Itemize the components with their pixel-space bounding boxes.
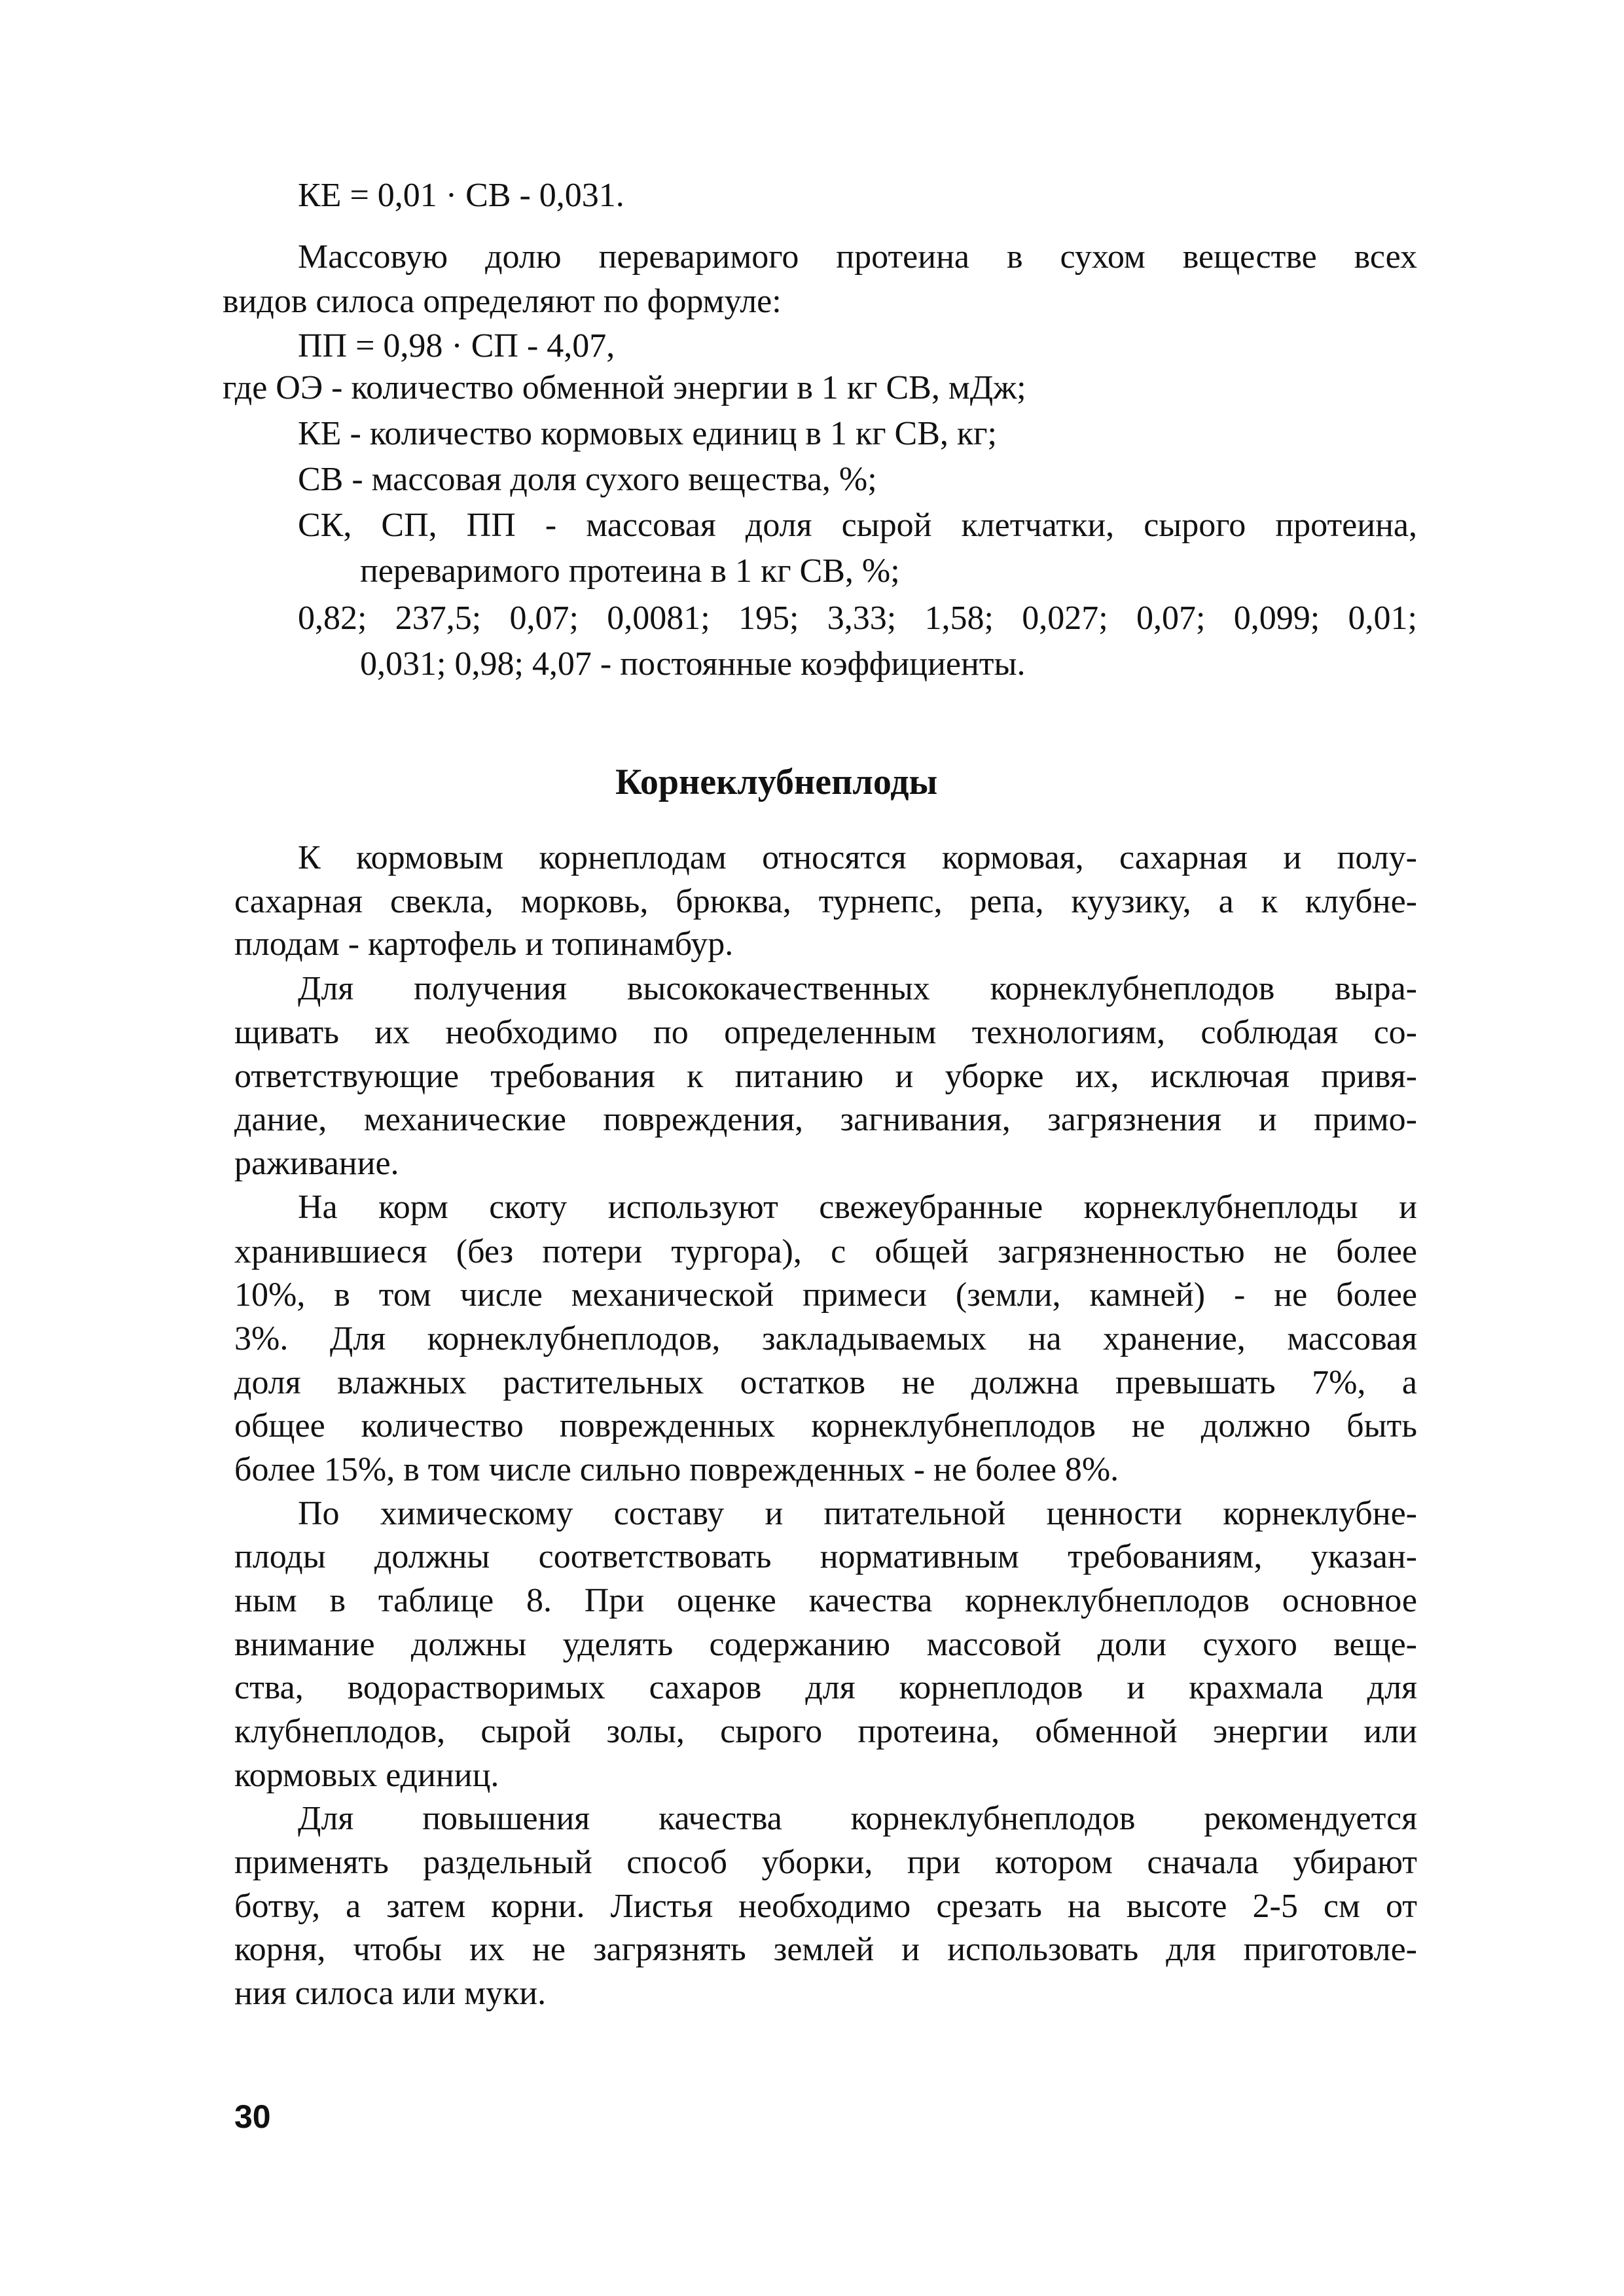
- body-line: ботву, а затем корни. Листья необходимо срезать на высоте 2-5 см от: [234, 1888, 1417, 1925]
- body-line: более 15%, в том числе сильно поврежденных - не более 8%.: [234, 1451, 1119, 1488]
- definition-sv: СВ - массовая доля сухого вещества, %;: [298, 461, 877, 498]
- definition-sk-sp-pp: СК, СП, ПП - массовая доля сырой клетчатки, сырого протеина,: [298, 507, 1417, 544]
- section-title: Корнеклубнеплоды: [615, 762, 938, 802]
- definition-sk-sp-pp-cont: переваримого протеина в 1 кг СВ, %;: [360, 552, 900, 590]
- body-line: ства, водорастворимых сахаров для корнеплодов и крахмала для: [234, 1669, 1417, 1706]
- body-line: плоды должны соответствовать нормативным требованиям, указан-: [234, 1538, 1417, 1575]
- body-line: раживание.: [234, 1145, 399, 1182]
- definition-ke: КЕ - количество кормовых единиц в 1 кг СВ, кг;: [298, 415, 997, 452]
- body-line: Для повышения качества корнеклубнеплодов рекомендуется: [298, 1800, 1417, 1837]
- body-line: применять раздельный способ уборки, при котором сначала убирают: [234, 1844, 1417, 1881]
- intro-line-2: видов силоса определяют по формуле:: [223, 283, 782, 320]
- body-line: плодам - картофель и топинамбур.: [234, 925, 734, 963]
- body-line: К кормовым корнеплодам относятся кормовая, сахарная и полу-: [298, 839, 1417, 876]
- body-line: кормовых единиц.: [234, 1757, 499, 1794]
- body-line: сахарная свекла, морковь, брюква, турнепс, репа, куузику, а к клубне-: [234, 883, 1417, 920]
- body-line: 3%. Для корнеклубнеплодов, закладываемых на хранение, массовая: [234, 1320, 1417, 1357]
- body-line: Для получения высококачественных корнеклубнеплодов выра-: [298, 970, 1417, 1007]
- body-line: внимание должны уделять содержанию массовой доли сухого веще-: [234, 1626, 1417, 1663]
- body-line: хранившиеся (без потери тургора), с общей загрязненностью не более: [234, 1233, 1417, 1270]
- body-line: ответствующие требования к питанию и уборке их, исключая привя-: [234, 1058, 1417, 1095]
- formula-ke: КЕ = 0,01 · СВ - 0,031.: [298, 177, 624, 214]
- definition-oe: где ОЭ - количество обменной энергии в 1 кг СВ, мДж;: [223, 369, 1026, 406]
- body-line: общее количество поврежденных корнеклубнеплодов не должно быть: [234, 1407, 1417, 1444]
- intro-line-1: Массовую долю переваримого протеина в сухом веществе всех: [298, 238, 1417, 276]
- coefficients-line-2: 0,031; 0,98; 4,07 - постоянные коэффициенты.: [360, 645, 1026, 683]
- body-line: На корм скоту используют свежеубранные корнеклубнеплоды и: [298, 1189, 1417, 1226]
- body-line: щивать их необходимо по определенным технологиям, соблюдая со-: [234, 1014, 1417, 1051]
- page-number: 30: [234, 2098, 271, 2135]
- body-line: дание, механические повреждения, загнивания, загрязнения и примо-: [234, 1101, 1417, 1138]
- body-line: ния силоса или муки.: [234, 1975, 547, 2012]
- body-line: клубнеплодов, сырой золы, сырого протеина, обменной энергии или: [234, 1713, 1417, 1750]
- body-line: корня, чтобы их не загрязнять землей и использовать для приготовле-: [234, 1931, 1417, 1968]
- body-line: ным в таблице 8. При оценке качества корнеклубнеплодов основное: [234, 1582, 1417, 1619]
- body-line: доля влажных растительных остатков не должна превышать 7%, а: [234, 1364, 1417, 1401]
- body-line: 10%, в том числе механической примеси (земли, камней) - не более: [234, 1276, 1417, 1314]
- coefficients-line-1: 0,82; 237,5; 0,07; 0,0081; 195; 3,33; 1,58; 0,027; 0,07; 0,099; 0,01;: [298, 600, 1417, 637]
- formula-pp: ПП = 0,98 · СП - 4,07,: [298, 327, 615, 365]
- body-line: По химическому составу и питательной ценности корнеклубне-: [298, 1495, 1417, 1532]
